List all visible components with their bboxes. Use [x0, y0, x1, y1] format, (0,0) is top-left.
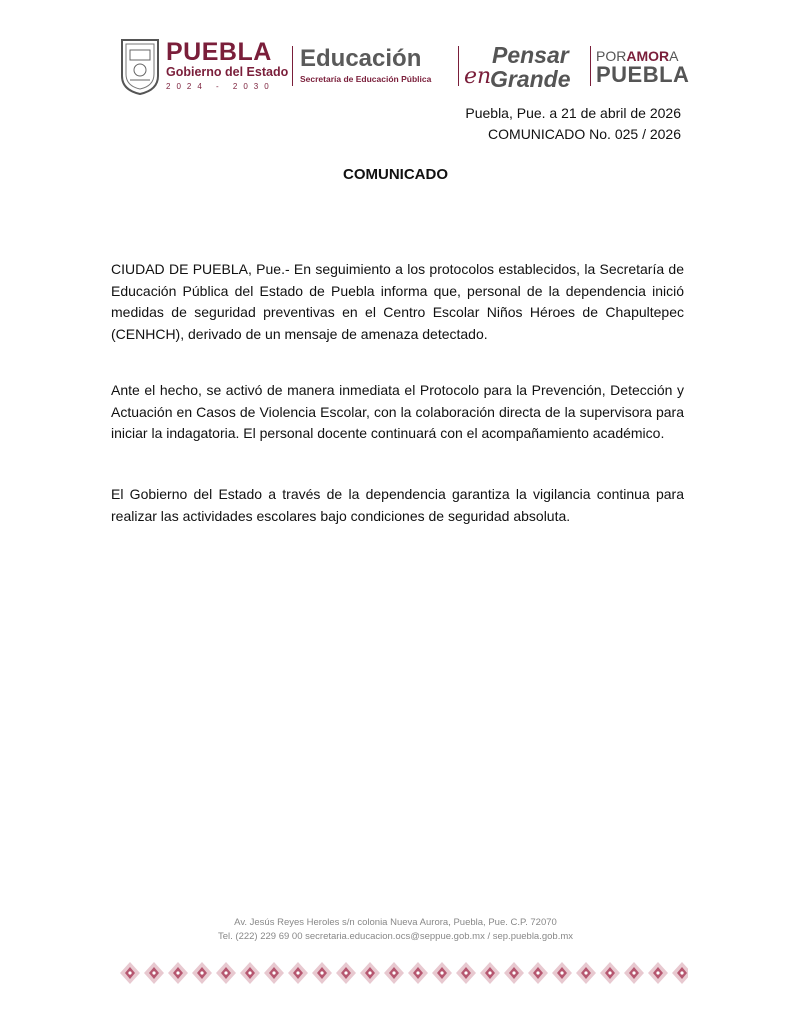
a-word: A: [669, 48, 679, 64]
educacion-logo: [300, 46, 431, 84]
decorative-pattern: [118, 960, 688, 986]
paragraph-3: El Gobierno del Estado a través de la dependencia garantiza la vigilancia continua para realizar las actividades escolares bajo condiciones de seguridad absoluta.: [111, 486, 684, 524]
paragraph-2: Ante el hecho, se activó de manera inmediata el Protocolo para la Prevención, Detección y Actuación en Casos de Violencia Escolar, con la colaboración directa de la supervisora para iniciar la indagatoria. El personal docente continuará con el acompañamiento académico.: [111, 382, 684, 441]
footer: [0, 916, 791, 944]
document-title: COMUNICADO: [343, 166, 448, 183]
divider: [292, 46, 293, 86]
educacion-wordmark: Educación: [300, 45, 422, 72]
divider: [458, 46, 459, 86]
por-amor-a-puebla-logo: [596, 48, 689, 86]
divider: [590, 46, 591, 86]
puebla-word-2: PUEBLA: [596, 62, 690, 87]
por-word: POR: [596, 48, 627, 64]
amor-word: AMOR: [626, 48, 670, 64]
secretaria-label: Secretaría de Educación Pública: [300, 74, 432, 84]
puebla-wordmark: PUEBLA: [166, 38, 272, 66]
years-label: 2024 - 2030: [166, 82, 275, 91]
en-word: en: [464, 64, 492, 89]
paragraph-1: CIUDAD DE PUEBLA, Pue.- En seguimiento a los protocolos establecidos, la Secretaría de Educación Pública del Estado de Puebla informa que, personal de la dependencia inició medidas de seguridad preventivas en el Centro Escolar Niños Héroes de Chapultepec (CENHCH), derivado de un mensaje de amenaza detectado.: [111, 261, 684, 342]
puebla-logo: [166, 40, 288, 91]
pensar-en-grande-logo: [464, 44, 569, 90]
date-text: Puebla, Pue. a 21 de abril de 2026: [465, 105, 681, 121]
footer-address: Av. Jesús Reyes Heroles s/n colonia Nueva Aurora, Puebla, Pue. C.P. 72070: [234, 917, 557, 928]
communique-number: COMUNICADO No. 025 / 2026: [488, 126, 681, 142]
pensar-word: Pensar: [492, 42, 569, 68]
dateline: [465, 103, 681, 145]
gobierno-label: Gobierno del Estado: [166, 65, 289, 79]
state-seal-icon: [118, 36, 162, 96]
letterhead: [118, 34, 698, 100]
grande-word: Grande: [490, 66, 571, 92]
footer-contact: Tel. (222) 229 69 00 secretaria.educacion.ocs@seppue.gob.mx / sep.puebla.gob.mx: [217, 931, 574, 942]
